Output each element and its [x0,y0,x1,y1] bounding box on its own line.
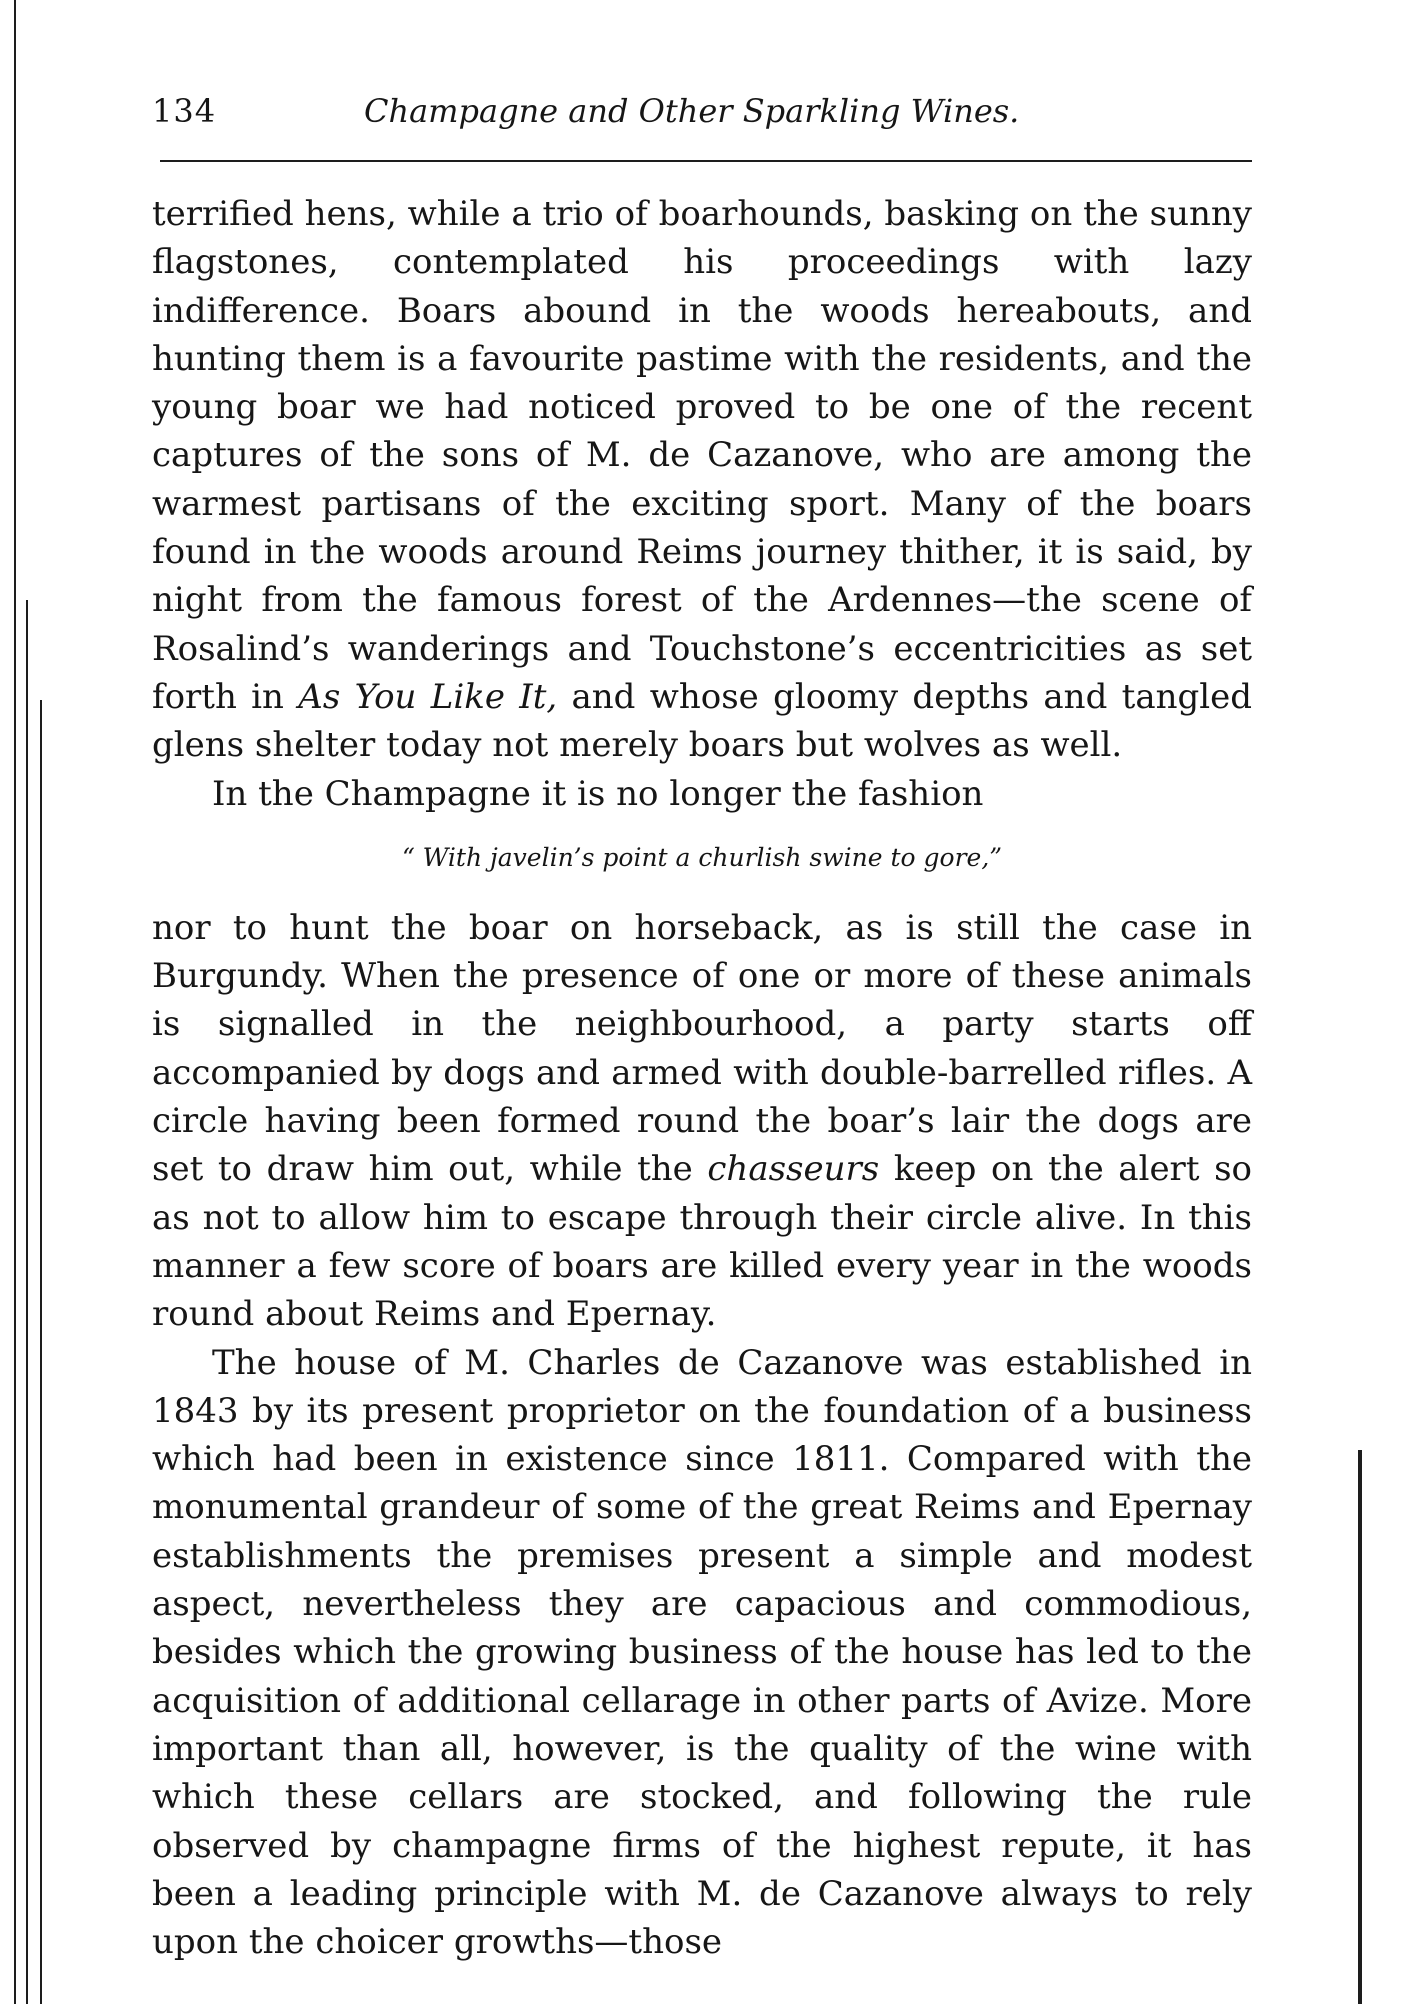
paragraph [152,1339,1252,1967]
running-header [152,92,1252,152]
scan-edge-line [14,0,16,2004]
italic-text: chasseurs [707,1149,880,1190]
scan-edge-line [26,600,28,2004]
page-number: 134 [152,92,217,130]
text-run: keep on the alert so as not to allow him to escape through their circle alive. In this manner a few score of boars are killed every year in the woods round about Reims and Epernay. [152,1149,1252,1335]
page-body [152,190,1252,1966]
running-title: Champagne and Other Sparkling Wines. [364,92,1020,130]
text-run: nor to hunt the boar on horseback, as is still the case in Burgundy. When the presence of one or more of these animals is signalled in the neighbourhood, a party starts off accompanied by dogs and armed with double-barrelled rifles. A circle having been formed round the boar’s lair the dogs are set to draw him out, while the [152,907,1252,1190]
paragraph [152,904,1252,1339]
verse-quotation [152,840,1252,876]
text-run: “ With javelin’s point a churlish swine to gore,” [401,842,1003,872]
italic-text: As You Like It, [298,676,558,717]
scan-edge-line [40,700,42,2004]
header-rule [160,160,1252,166]
text-run: terrified hens, while a trio of boarhounds, basking on the sunny flagstones, contemplated his proceedings with lazy indifference. Boars abound in the woods hereabouts, and hunting them is a favourite pastime with the residents, and the young boar we had noticed proved to be one of the recent captures of the sons of M. de Cazanove, who are among the warmest partisans of the exciting sport. Many of the boars found in the woods around Reims journey thither, it is said, by night from the famous forest of the Ardennes—the scene of Rosalind’s wanderings and Touchstone’s eccentricities as set forth in [152,194,1252,717]
text-run: In the Champagne it is no longer the fashion [212,773,984,814]
scan-edge-mark [1358,1450,1362,2004]
text-run: and whose gloomy depths and tangled glens shelter today not merely boars but wolves as well. [152,676,1253,766]
paragraph [152,770,1252,818]
text-run: The house of M. Charles de Cazanove was established in 1843 by its present proprietor on the foundation of a business which had been in existence since 1811. Compared with the monumental grandeur of some of the great Reims and Epernay establishments the premises present a simple and modest aspect, nevertheless they are capacious and commodious, besides which the growing business of the house has led to the acquisition of additional cellarage in other parts of Avize. More important than all, however, is the quality of the wine with which these cellars are stocked, and following the rule observed by champagne firms of the highest repute, it has been a leading principle with M. de Cazanove always to rely upon the choicer growths—those [152,1342,1252,1963]
paragraph [152,190,1252,770]
